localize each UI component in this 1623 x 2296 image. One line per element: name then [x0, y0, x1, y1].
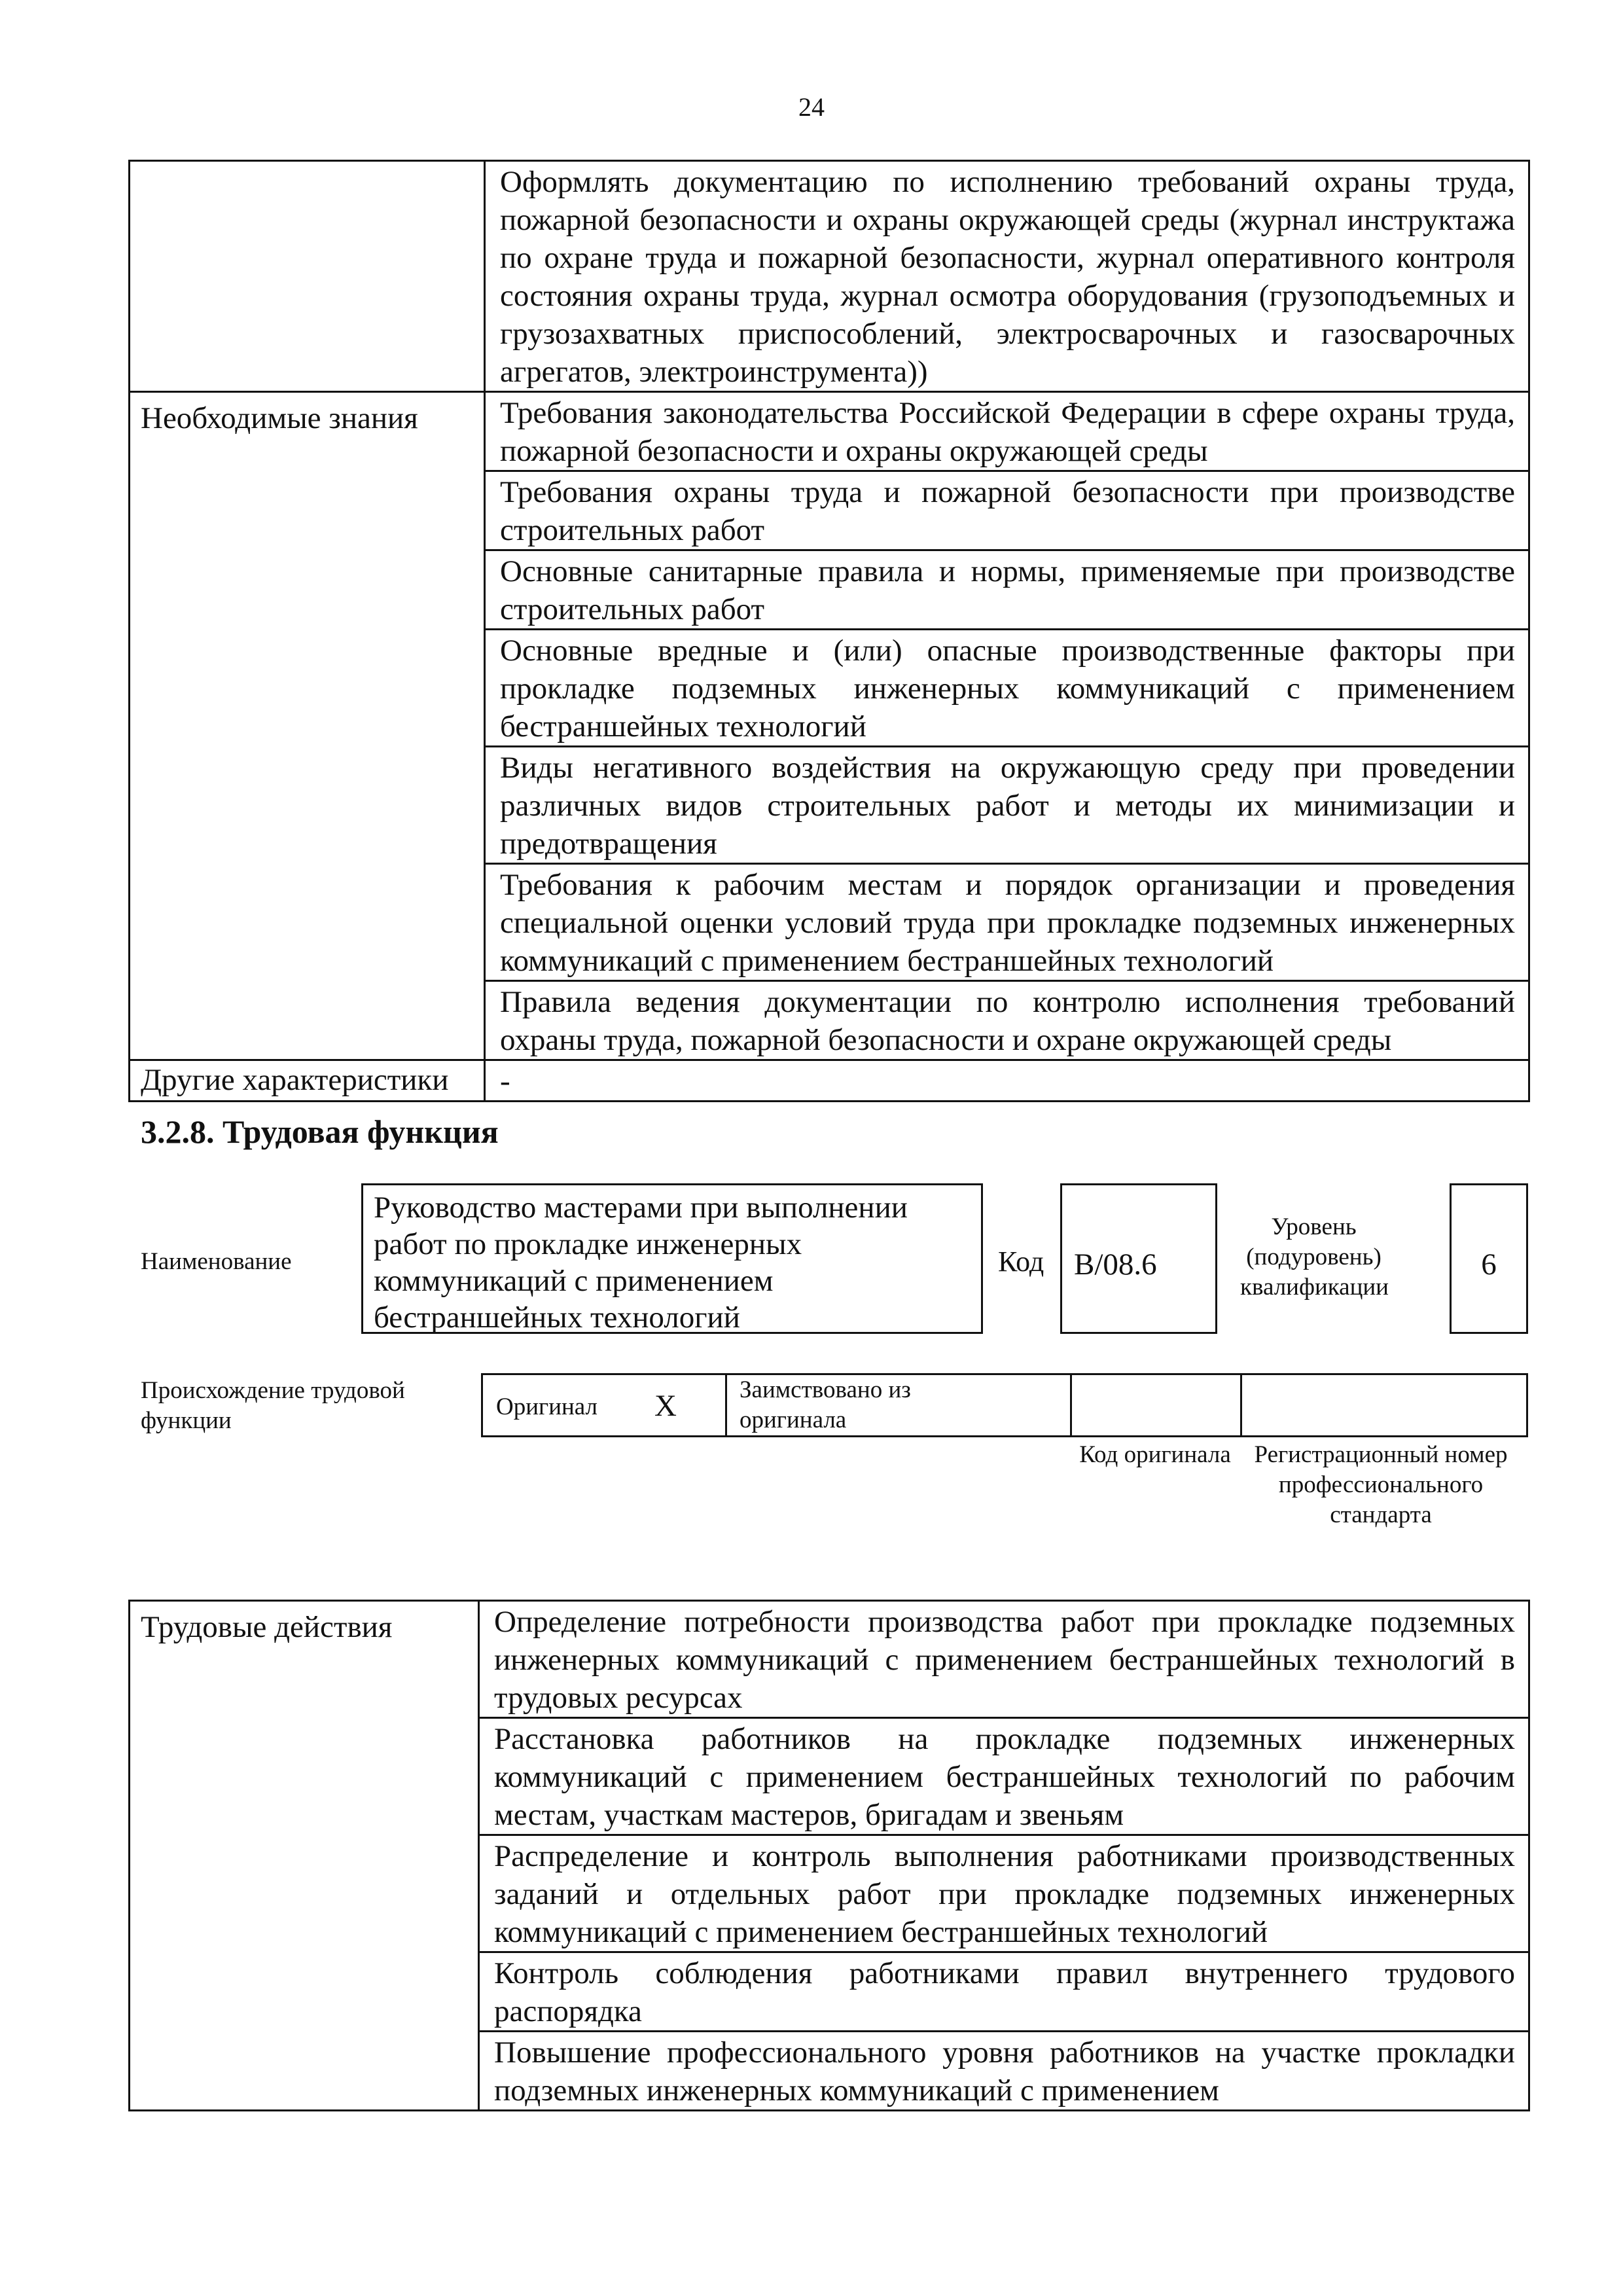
- original-label: Оригинал: [496, 1393, 598, 1420]
- borrowed-label: Заимствовано из оригинала: [740, 1376, 911, 1433]
- table-cell: Расстановка работников на прокладке подземных инженерных коммуникаций с применением бестраншейных технологий по рабочим местам, участкам мастеров, бригадам и звеньям: [479, 1718, 1529, 1835]
- row-label-other: Другие характеристики: [130, 1060, 485, 1102]
- origin-table: [481, 1373, 1528, 1437]
- table-cell: Распределение и контроль выполнения работниками производственных заданий и отдельных работ при прокладке подземных инженерных коммуникаций с применением бестраншейных технологий: [479, 1835, 1529, 1952]
- divider: [1070, 1375, 1072, 1435]
- table-cell: Определение потребности производства работ при прокладке подземных инженерных коммуникаций с применением бестраншейных технологий в трудовых ресурсах: [479, 1601, 1529, 1718]
- table-cell: Требования законодательства Российской Федерации в сфере охраны труда, пожарной безопасности и охраны окружающей среды: [485, 392, 1529, 471]
- section-heading: 3.2.8. Трудовая функция: [141, 1113, 499, 1150]
- code-original-label: Код оригинала: [1079, 1441, 1231, 1468]
- row-label-knowledge: Необходимые знания: [130, 392, 485, 1060]
- table-cell: Основные вредные и (или) опасные производственные факторы при прокладке подземных инженерных коммуникаций с применением бестраншейных технологий: [485, 630, 1529, 747]
- table-cell: Требования к рабочим местам и порядок организации и проведения специальной оценки условий труда при прокладке подземных инженерных коммуникаций с применением бестраншейных технологий: [485, 864, 1529, 981]
- code-label: Код: [998, 1246, 1044, 1278]
- divider: [725, 1375, 727, 1435]
- table-cell: Повышение профессионального уровня работников на участке прокладки подземных инженерных коммуникаций с применением: [479, 2032, 1529, 2111]
- table-cell: Контроль соблюдения работниками правил внутреннего трудового распорядка: [479, 1952, 1529, 2032]
- row-label-actions: Трудовые действия: [130, 1601, 479, 2111]
- table-cell: Оформлять документацию по исполнению требований охраны труда, пожарной безопасности и охраны окружающей среды (журнал инструктажа по охране труда и пожарной безопасности, журнал оперативного контроля состояния охраны труда, журнал осмотра оборудования (грузоподъемных и грузозахватных приспособлений, электросварочных и газосварочных агрегатов, электроинструмента)): [485, 161, 1529, 392]
- table-cell: -: [485, 1060, 1529, 1102]
- function-name-box: Руководство мастерами при выполнении работ по прокладке инженерных коммуникаций с применением бестраншейных технологий: [361, 1183, 983, 1334]
- table-row: [130, 1601, 1529, 1718]
- row-label: [130, 161, 485, 392]
- origin-label: Происхождение трудовой функции: [141, 1377, 405, 1434]
- table-row: [130, 392, 1529, 471]
- reg-number-label: Регистрационный номер профессионального стандарта: [1254, 1441, 1508, 1528]
- labor-actions-table: [128, 1600, 1530, 2111]
- requirements-table: [128, 160, 1530, 1102]
- table-row: [130, 1060, 1529, 1102]
- page-number: 24: [798, 92, 825, 122]
- original-mark: X: [654, 1389, 677, 1423]
- table-cell: Виды негативного воздействия на окружающую среду при проведении различных видов строительных работ и методы их минимизации и предотвращения: [485, 747, 1529, 864]
- table-cell: Правила ведения документации по контролю исполнения требований охраны труда, пожарной безопасности и охране окружающей среды: [485, 981, 1529, 1060]
- level-value-box: 6: [1450, 1183, 1528, 1334]
- table-cell: Основные санитарные правила и нормы, применяемые при производстве строительных работ: [485, 550, 1529, 630]
- name-label: Наименование: [141, 1248, 292, 1275]
- table-row: [130, 161, 1529, 392]
- table-cell: Требования охраны труда и пожарной безопасности при производстве строительных работ: [485, 471, 1529, 550]
- code-value-box: B/08.6: [1060, 1183, 1217, 1334]
- divider: [1240, 1375, 1242, 1435]
- level-label: Уровень (подуровень) квалификации: [1240, 1213, 1389, 1300]
